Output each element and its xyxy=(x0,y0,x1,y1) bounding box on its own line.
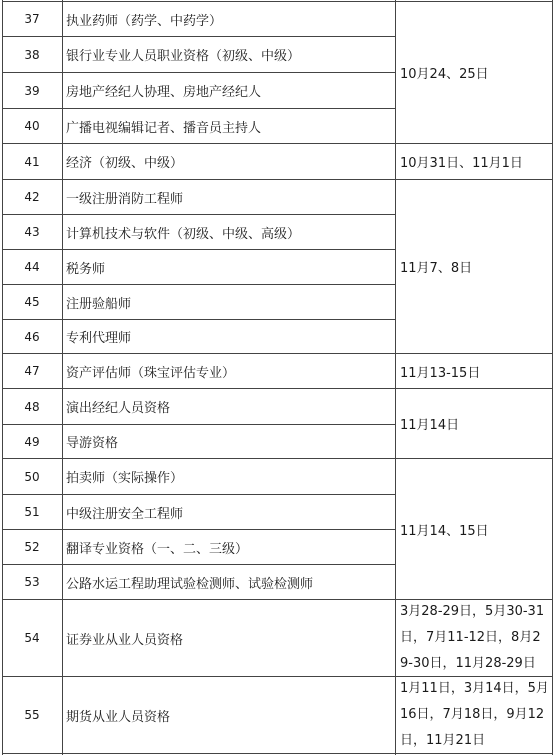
row-number: 51 xyxy=(24,505,40,519)
exam-name: 证券业从业人员资格 xyxy=(66,632,184,648)
exam-name: 翻译专业资格（一、二、三级） xyxy=(66,541,249,557)
exam-name: 中级注册安全工程师 xyxy=(66,506,184,522)
grid-line xyxy=(395,0,396,755)
exam-name: 导游资格 xyxy=(66,436,119,451)
exam-name: 注册验船师 xyxy=(66,296,132,312)
exam-name: 税务师 xyxy=(66,261,106,277)
exam-date-line: 9-30日，11月28-29日 xyxy=(400,656,536,671)
exam-date: 11月13-15日 xyxy=(400,365,481,381)
exam-date-line: 3月28-29日，5月30-31 xyxy=(400,604,545,619)
exam-date-line: 日，11月21日 xyxy=(400,733,486,748)
exam-date-line: 16日，7月18日，9月12 xyxy=(400,707,545,722)
row-number: 54 xyxy=(24,631,40,645)
exam-name: 广播电视编辑记者、播音员主持人 xyxy=(66,120,262,136)
row-number: 46 xyxy=(24,329,40,344)
row-number: 43 xyxy=(24,225,40,239)
row-number: 40 xyxy=(24,119,40,133)
row-number: 53 xyxy=(24,575,40,589)
row-number: 52 xyxy=(24,540,40,554)
row-number: 37 xyxy=(24,12,40,26)
exam-name: 计算机技术与软件（初级、中级、高级） xyxy=(66,226,301,242)
exam-date: 10月24、25日 xyxy=(400,67,489,82)
row-number: 44 xyxy=(24,260,40,274)
exam-date xyxy=(400,600,552,676)
row-number: 47 xyxy=(24,364,40,378)
grid-line xyxy=(552,0,553,755)
row-number: 49 xyxy=(24,434,40,449)
exam-name: 公路水运工程助理试验检测师、试验检测师 xyxy=(66,576,314,592)
grid-line xyxy=(2,753,395,754)
exam-date: 11月14日 xyxy=(400,418,460,433)
exam-date: 11月7、8日 xyxy=(400,261,473,276)
exam-name: 资产评估师（珠宝评估专业） xyxy=(66,365,236,381)
exam-date: 10月31日、11月1日 xyxy=(400,156,523,171)
exam-date-line: 日，7月11-12日，8月2 xyxy=(400,630,541,645)
exam-name: 经济（初级、中级） xyxy=(66,156,184,171)
exam-date xyxy=(400,677,552,753)
row-number: 50 xyxy=(24,469,40,484)
row-number: 55 xyxy=(24,708,40,722)
exam-name: 房地产经纪人协理、房地产经纪人 xyxy=(66,85,262,100)
row-number: 45 xyxy=(24,295,40,309)
exam-name: 专利代理师 xyxy=(66,331,132,346)
row-number: 42 xyxy=(24,190,40,204)
exam-name: 执业药师（药学、中药学） xyxy=(66,13,223,29)
exam-name: 演出经纪人员资格 xyxy=(66,401,171,416)
row-number: 48 xyxy=(24,399,40,414)
grid-line xyxy=(62,0,63,755)
exam-name: 银行业专业人员职业资格（初级、中级） xyxy=(66,49,301,64)
row-number: 38 xyxy=(24,47,40,62)
exam-name: 一级注册消防工程师 xyxy=(66,191,184,207)
row-number: 39 xyxy=(24,83,40,98)
exam-date: 11月14、15日 xyxy=(400,523,489,539)
exam-date-line: 1月11日，3月14日，5月 xyxy=(400,681,549,696)
row-number: 41 xyxy=(24,154,40,169)
exam-name: 拍卖师（实际操作） xyxy=(66,471,184,486)
exam-name: 期货从业人员资格 xyxy=(66,709,171,725)
